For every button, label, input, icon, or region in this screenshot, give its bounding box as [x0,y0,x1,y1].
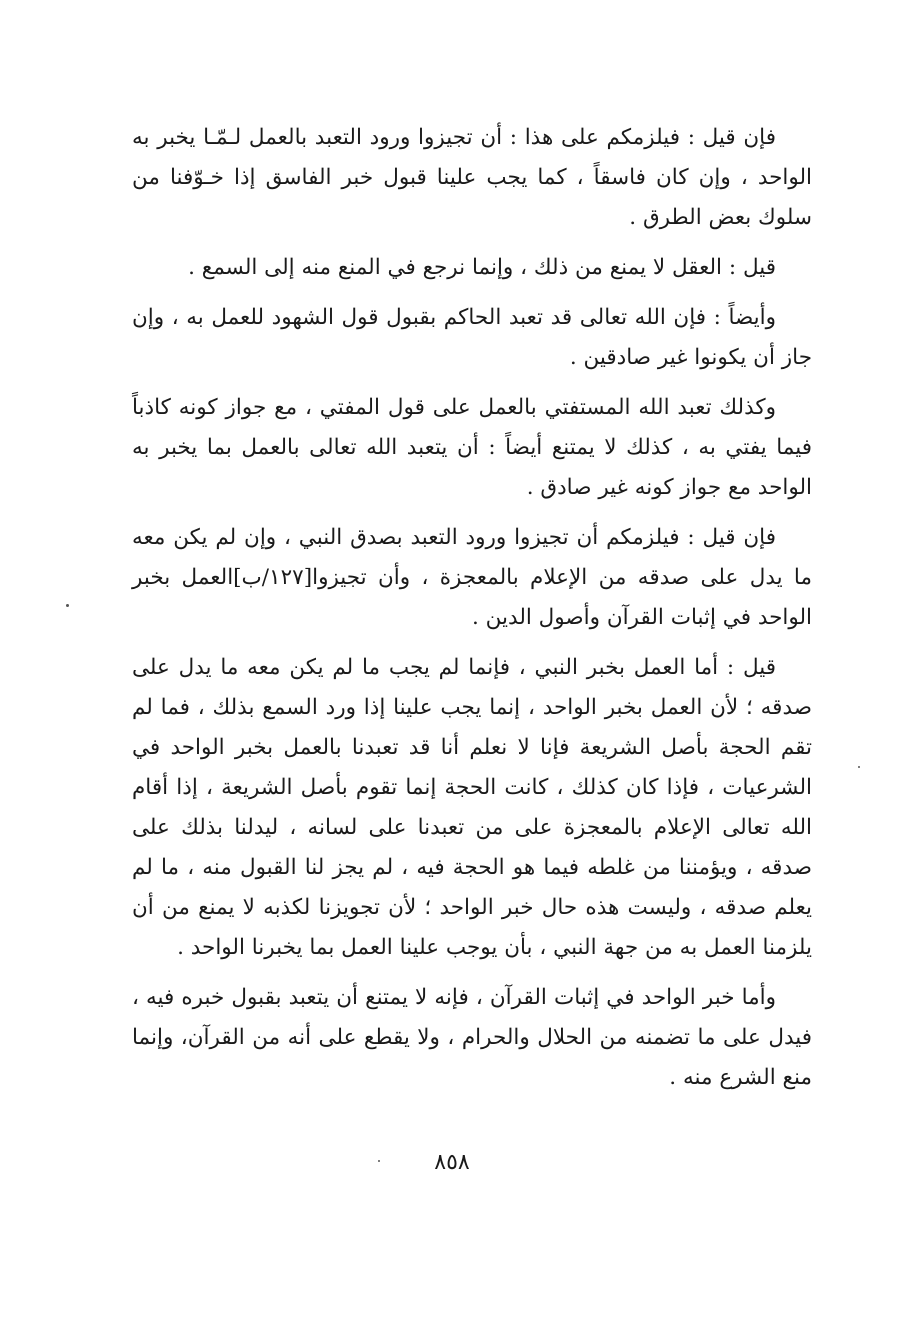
paragraph: وكذلك تعبد الله المستفتي بالعمل على قول المفتي ، مع جواز كونه كاذباً فيما يفتي به ، كذلك لا يمتنع أيضاً : أن يتعبد الله تعالى بالعمل بما يخبر به الواحد مع جواز كونه غير صادق . [132,395,812,500]
paragraph: فإن قيل : فيلزمكم أن تجيزوا ورود التعبد بصدق النبي ، وإن لم يكن معه ما يدل على صدقه من الإعلام بالمعجزة ، وأن تجيزوا[١٢٧/ب]العمل بخبر الواحد في إثبات القرآن وأصول الدين . [132,525,812,630]
scan-speck [858,766,860,768]
paragraph: قيل : العقل لا يمنع من ذلك ، وإنما نرجع في المنع منه إلى السمع . [188,255,776,280]
paragraph: وأما خبر الواحد في إثبات القرآن ، فإنه لا يمتنع أن يتعبد بقبول خبره فيه ، فيدل على ما تضمنه من الحلال والحرام ، ولا يقطع على أنه من القرآن، وإنما منع الشرع منه . [132,985,812,1090]
paragraph: فإن قيل : فيلزمكم على هذا : أن تجيزوا ورود التعبد بالعمل لـمّـا يخبر به الواحد ، وإن كان فاسقاً ، كما يجب علينا قبول خبر الفاسق إذا خـوّفنا من سلوك بعض الطرق . [132,125,812,230]
paragraph: قيل : أما العمل بخبر النبي ، فإنما لم يجب ما لم يكن معه ما يدل على صدقه ؛ لأن العمل بخبر الواحد ، إنما يجب علينا إذا ورد السمع بذلك ، فما لم تقم الحجة بأصل الشريعة فإنا لا نعلم أنا قد تعبدنا بالعمل بخبر الواحد في الشرعيات ، فإذا كان كذلك ، كانت الحجة إنما تقوم بأصل الشريعة ، إذا أقام الله تعالى الإعلام بالمعجزة على من تعبدنا على لسانه ، ليدلنا بذلك على صدقه ، ويؤمننا من غلطه فيما هو الحجة فيه ، لم يجز لنا القبول منه ، ما لم يعلم صدقه ، وليست هذه حال خبر الواحد ؛ لأن تجويزنا لكذبه لا يمنع من أن يلزمنا العمل به من جهة النبي ، بأن يوجب علينا العمل بما يخبرنا الواحد . [132,655,812,960]
scan-speck [378,1160,380,1162]
body-text [132,118,812,1098]
page-number: ٨٥٨ [434,1150,470,1175]
paragraph: وأيضاً : فإن الله تعالى قد تعبد الحاكم بقبول قول الشهود للعمل به ، وإن جاز أن يكونوا غير صادقين . [132,305,812,370]
scan-speck [66,604,69,607]
